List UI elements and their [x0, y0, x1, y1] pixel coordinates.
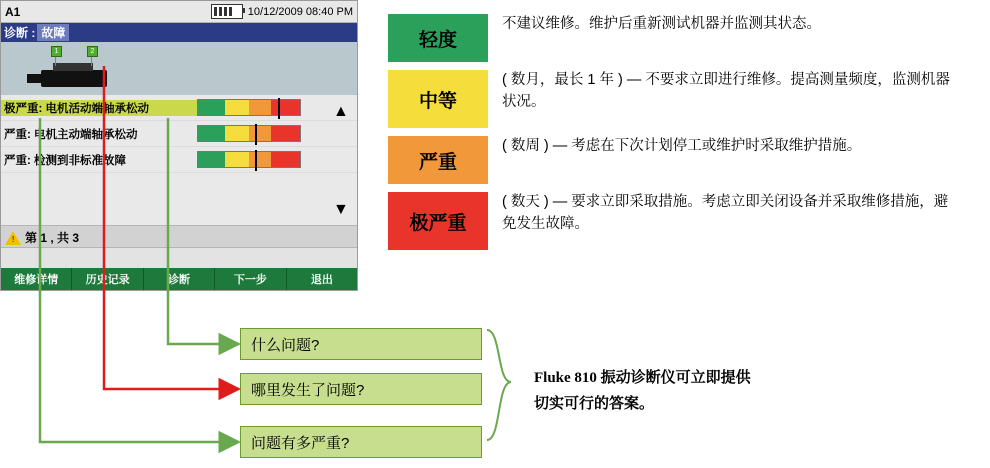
triangle-down-icon[interactable]: ▼ — [333, 201, 349, 218]
legend-text-serious: ( 数周 ) — 考虑在下次计划停工或维护时采取维护措施。 — [502, 138, 862, 154]
fault-row-3-label: 严重: 检测到非标准故障 — [4, 154, 127, 167]
question-box-severity — [240, 426, 482, 458]
page-indicator: 第 1 , 共 3 — [25, 231, 80, 245]
motor-shaft-icon — [27, 74, 43, 83]
softkey-repair-details[interactable]: 维修详情 — [1, 268, 72, 290]
asset-label: A1 — [5, 4, 21, 19]
legend-row-serious — [388, 136, 968, 184]
status-timestamp: 10/12/2009 08:40 PM — [247, 5, 353, 18]
fault-row-1-severity-gauge — [197, 99, 301, 116]
machine-marker-2: 2 — [87, 46, 98, 57]
legend-row-slight — [388, 14, 968, 62]
fault-row-1[interactable] — [1, 95, 357, 121]
fault-row-2-needle — [255, 124, 257, 145]
legend-text-slight: 不建议维修。维护后重新测试机器并监测其状态。 — [502, 16, 821, 32]
softkey-exit[interactable]: 退出 — [310, 274, 333, 286]
machine-diagram — [1, 42, 357, 95]
device-status-bar — [1, 1, 357, 23]
softkey-area — [1, 247, 357, 290]
fault-row-2-label: 严重: 电机主动端轴承松动 — [4, 128, 138, 141]
fault-row-2-severity-gauge — [197, 125, 301, 142]
question-box-severity-label: 问题有多严重? — [251, 434, 350, 452]
fault-row-1-needle — [278, 98, 280, 119]
legend-badge-extreme: 极严重 — [388, 192, 488, 250]
fault-row-1-label: 极严重: 电机活动端轴承松动 — [1, 100, 197, 116]
legend-badge-slight: 轻度 — [388, 14, 488, 62]
motor-top-icon — [53, 63, 93, 71]
warning-icon: ! — [5, 231, 21, 245]
legend-text-moderate: ( 数月，最长 1 年 ) — 不要求立即进行维修。提高测量频度，监测机器状况。 — [502, 72, 950, 110]
fault-list[interactable] — [1, 95, 357, 225]
list-scroll-controls[interactable] — [331, 95, 353, 225]
legend-row-extreme — [388, 192, 968, 250]
question-box-what — [240, 328, 482, 360]
legend-text-extreme: ( 数天 ) — 要求立即采取措施。考虑立即关闭设备并采取维修措施，避免发生故障。 — [502, 194, 949, 232]
question-box-where — [240, 373, 482, 405]
triangle-up-icon[interactable]: ▲ — [333, 103, 349, 120]
fault-row-3-needle — [255, 150, 257, 171]
legend-row-moderate — [388, 70, 968, 128]
question-box-where-label: 哪里发生了问题? — [251, 381, 365, 399]
machine-marker-1: 1 — [51, 46, 62, 57]
battery-icon — [211, 4, 243, 19]
severity-legend — [388, 14, 968, 258]
fault-row-3-severity-gauge — [197, 151, 301, 168]
motor-body-icon — [41, 70, 107, 87]
screen-subtitle: 故障 — [37, 24, 69, 41]
page-status-bar — [1, 225, 357, 249]
softkey-next[interactable]: 下一步 — [215, 268, 286, 290]
fault-row-2[interactable] — [1, 121, 357, 147]
softkey-diagnosis[interactable]: 诊断 — [144, 268, 215, 290]
fault-row-3[interactable] — [1, 147, 357, 173]
screen-title-bar — [1, 23, 357, 42]
tagline-text: Fluke 810 振动诊断仪可立即提供 切实可行的答案。 — [534, 370, 751, 412]
screen-title: 诊断 : — [1, 24, 35, 41]
softkey-history[interactable]: 历史记录 — [72, 268, 143, 290]
legend-badge-moderate: 中等 — [388, 70, 488, 128]
question-box-what-label: 什么问题? — [251, 336, 320, 354]
device-screenshot — [0, 0, 358, 291]
legend-badge-serious: 严重 — [388, 136, 488, 184]
